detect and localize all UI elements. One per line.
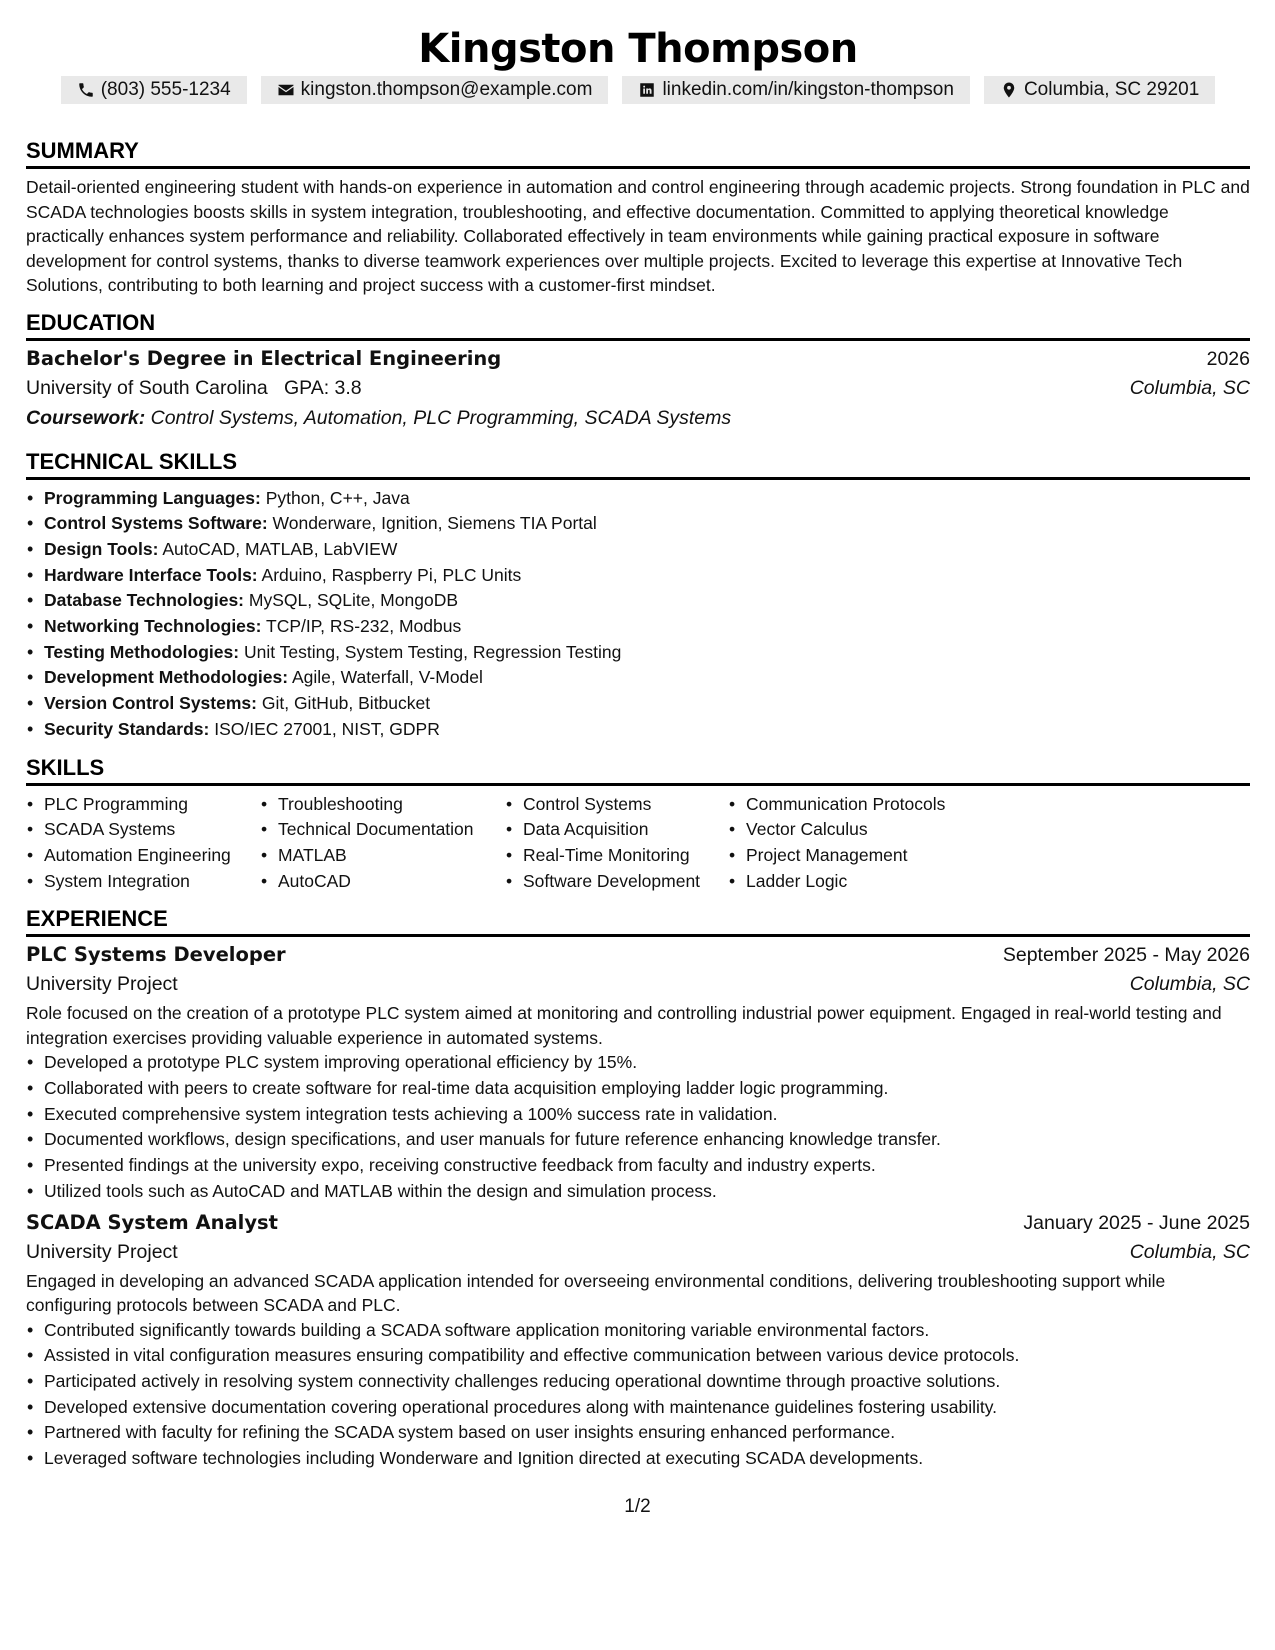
list-item: • Collaborated with peers to create software for real-time data acquisition employing ladder logic programming. <box>44 1076 1250 1102</box>
list-item: • Data Acquisition <box>523 817 728 843</box>
coursework-list: Control Systems, Automation, PLC Programming, SCADA Systems <box>150 406 732 429</box>
tech-skill-value: Unit Testing, System Testing, Regression Testing <box>243 641 622 662</box>
contact-email[interactable] <box>261 76 609 104</box>
list-item <box>44 640 1250 666</box>
gpa: GPA: 3.8 <box>283 376 362 399</box>
list-item: • Ladder Logic <box>746 869 945 895</box>
tech-skill-value: MySQL, SQLite, MongoDB <box>248 590 459 611</box>
tech-skill-value: Python, C++, Java <box>265 487 410 508</box>
job-org: University Project <box>26 1240 178 1263</box>
tech-skill-label: Security Standards: <box>44 718 210 739</box>
job-header-row <box>26 941 1250 969</box>
school-line <box>26 373 362 403</box>
contact-linkedin-text: linkedin.com/in/kingston-thompson <box>662 79 954 100</box>
list-item: • Real-Time Monitoring <box>523 843 728 869</box>
list-item: • Software Development <box>523 869 728 895</box>
tech-skill-label: Version Control Systems: <box>44 693 257 714</box>
resume-page <box>26 0 1250 1472</box>
school-location: Columbia, SC <box>1129 376 1250 399</box>
list-item: • Vector Calculus <box>746 817 945 843</box>
job-title: SCADA System Analyst <box>26 1210 278 1234</box>
list-item: • System Integration <box>44 869 260 895</box>
contact-bar <box>26 76 1250 104</box>
coursework-line <box>26 403 1250 433</box>
summary-text: Detail-oriented engineering student with hands-on experience in automation and control engineering through academic projects. Strong foundation in PLC and SCADA technologies boosts skills in system integration, troubleshooting, and effective documentation. Committed to applying theoretical knowledge practically enhances system performance and reliability. Collaborated effectively in team environments while gaining practical exposure in software development for control systems, thanks to diverse teamwork experiences over multiple projects. Excited to leverage this expertise at Innovative Tech Solutions, contributing to both learning and project success with a customer-first mindset. <box>26 177 1250 295</box>
list-item <box>44 665 1250 691</box>
list-item: • SCADA Systems <box>44 817 260 843</box>
technical-skills-list <box>26 486 1250 743</box>
linkedin-icon <box>638 81 656 99</box>
summary-heading: SUMMARY <box>26 138 1250 169</box>
tech-skill-value: Git, GitHub, Bitbucket <box>261 693 431 714</box>
degree-title: Bachelor's Degree in Electrical Engineering <box>26 346 502 370</box>
list-item: • Utilized tools such as AutoCAD and MATLAB within the design and simulation process. <box>44 1179 1250 1205</box>
skills-column <box>26 792 260 895</box>
list-item <box>44 486 1250 512</box>
tech-skill-label: Design Tools: <box>44 538 159 559</box>
list-item: • MATLAB <box>278 843 505 869</box>
tech-skill-value: TCP/IP, RS-232, Modbus <box>266 616 462 637</box>
job-dates: January 2025 - June 2025 <box>1023 1211 1250 1234</box>
job-description: Role focused on the creation of a prototype PLC system aimed at monitoring and controlling industrial power equipment. Engaged in real-world testing and integration exercises providing valuable experience in automated systems. <box>26 1003 1222 1048</box>
job-description: Engaged in developing an advanced SCADA application intended for overseeing environmental conditions, delivering troubleshooting support while configuring protocols between SCADA and PLC. <box>26 1270 1166 1316</box>
tech-skill-value: Arduino, Raspberry Pi, PLC Units <box>261 564 522 585</box>
list-item <box>44 588 1250 614</box>
job-org-row <box>26 969 1250 999</box>
list-item: • Executed comprehensive system integration tests achieving a 100% success rate in validation. <box>44 1102 1250 1128</box>
tech-skill-value: ISO/IEC 27001, NIST, GDPR <box>214 718 440 739</box>
job-org-row <box>26 1237 1250 1267</box>
graduation-year: 2026 <box>1206 347 1250 370</box>
job-location: Columbia, SC <box>1129 973 1250 996</box>
job-title: PLC Systems Developer <box>26 943 286 967</box>
education-heading: EDUCATION <box>26 310 1250 341</box>
job-bullets <box>26 1318 1250 1472</box>
list-item <box>44 537 1250 563</box>
contact-email-text: kingston.thompson@example.com <box>300 79 593 100</box>
tech-skill-label: Networking Technologies: <box>44 616 262 637</box>
list-item: • Troubleshooting <box>278 792 505 818</box>
skills-column <box>260 792 505 895</box>
list-item: • Partnered with faculty for refining the SCADA system based on user insights ensuring enhanced performance. <box>44 1420 1250 1446</box>
list-item: • Automation Engineering <box>44 843 260 869</box>
page-number: 1/2 <box>624 1496 651 1517</box>
list-item: • Contributed significantly towards building a SCADA software application monitoring variable environmental factors. <box>44 1318 1250 1344</box>
tech-skill-value: AutoCAD, MATLAB, LabVIEW <box>162 538 398 559</box>
list-item: • PLC Programming <box>44 792 260 818</box>
job-location: Columbia, SC <box>1129 1240 1250 1263</box>
contact-location <box>984 76 1215 104</box>
envelope-icon <box>277 81 295 99</box>
tech-skill-value: Wonderware, Ignition, Siemens TIA Portal <box>272 513 597 534</box>
list-item: • Documented workflows, design specifications, and user manuals for future reference enhancing knowledge transfer. <box>44 1127 1250 1153</box>
phone-icon <box>77 81 95 99</box>
skills-grid <box>26 792 1250 895</box>
tech-skill-label: Hardware Interface Tools: <box>44 564 258 585</box>
list-item <box>44 717 1250 743</box>
tech-skill-label: Programming Languages: <box>44 487 261 508</box>
list-item: • Technical Documentation <box>278 817 505 843</box>
skills-heading: SKILLS <box>26 755 1250 786</box>
contact-linkedin[interactable] <box>622 76 970 104</box>
tech-skill-label: Control Systems Software: <box>44 513 268 534</box>
job-bullets <box>26 1050 1250 1204</box>
job-header-row <box>26 1209 1250 1237</box>
job-dates: September 2025 - May 2026 <box>1002 944 1250 967</box>
experience-entry <box>26 1209 1250 1472</box>
list-item: • Leveraged software technologies including Wonderware and Ignition directed at executing SCADA developments. <box>44 1446 1250 1472</box>
tech-skill-label: Development Methodologies: <box>44 667 289 688</box>
list-item: • Developed a prototype PLC system improving operational efficiency by 15%. <box>44 1050 1250 1076</box>
list-item: • Participated actively in resolving system connectivity challenges reducing operational downtime through proactive solutions. <box>44 1369 1250 1395</box>
list-item <box>44 511 1250 537</box>
technical-skills-heading: TECHNICAL SKILLS <box>26 449 1250 480</box>
skills-column <box>728 792 945 895</box>
contact-phone[interactable] <box>61 76 247 104</box>
education-row <box>26 345 1250 373</box>
tech-skill-value: Agile, Waterfall, V-Model <box>291 667 483 688</box>
skills-column <box>505 792 728 895</box>
list-item <box>44 563 1250 589</box>
experience-heading: EXPERIENCE <box>26 906 1250 937</box>
list-item: • Assisted in vital configuration measures ensuring compatibility and effective communication between various device protocols. <box>44 1343 1250 1369</box>
list-item: • Presented findings at the university expo, receiving constructive feedback from faculty and industry experts. <box>44 1153 1250 1179</box>
map-pin-icon <box>1000 81 1018 99</box>
list-item <box>44 691 1250 717</box>
candidate-name: Kingston Thompson <box>418 26 858 72</box>
list-item: • Developed extensive documentation covering operational procedures along with maintenance guidelines fostering usability. <box>44 1395 1250 1421</box>
list-item: • AutoCAD <box>278 869 505 895</box>
education-school-row <box>26 373 1250 403</box>
job-org: University Project <box>26 973 178 996</box>
school-name: University of South Carolina <box>26 376 268 399</box>
list-item: • Control Systems <box>523 792 728 818</box>
tech-skill-label: Testing Methodologies: <box>44 641 240 662</box>
experience-entry <box>26 941 1250 1204</box>
contact-location-text: Columbia, SC 29201 <box>1023 79 1200 100</box>
tech-skill-label: Database Technologies: <box>44 590 245 611</box>
list-item: • Communication Protocols <box>746 792 945 818</box>
coursework-label: Coursework: <box>26 406 146 429</box>
list-item: • Project Management <box>746 843 945 869</box>
list-item <box>44 614 1250 640</box>
contact-phone-text: (803) 555-1234 <box>100 79 231 100</box>
